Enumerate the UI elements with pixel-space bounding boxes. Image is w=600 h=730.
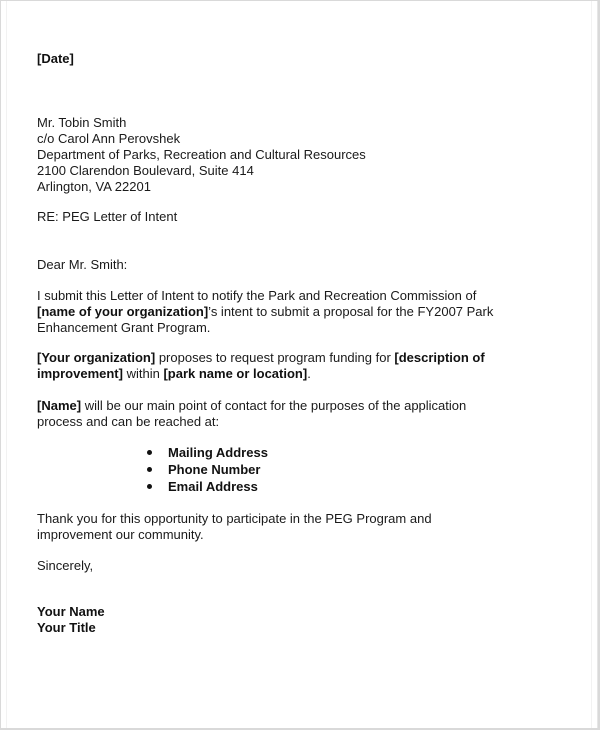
subject-line: RE: PEG Letter of Intent	[37, 209, 178, 224]
paragraph2-text1: proposes to request program funding for	[155, 350, 395, 365]
recipient-street: 2100 Clarendon Boulevard, Suite 414	[37, 163, 254, 178]
letter-page	[1, 1, 598, 728]
paragraph1-line1: I submit this Letter of Intent to notify the Park and Recreation Commission of	[37, 288, 477, 303]
page-margin-rule	[591, 1, 592, 728]
description-placeholder-start: [description of	[394, 350, 485, 365]
list-item-label: Email Address	[168, 479, 258, 494]
contact-items-list	[147, 444, 268, 495]
bullet-icon	[147, 484, 152, 489]
paragraph1-line3: Enhancement Grant Program.	[37, 320, 211, 335]
signature-name: Your Name	[37, 604, 105, 619]
paragraph3-text1: will be our main point of contact for the purposes of the application	[81, 398, 467, 413]
signature-title: Your Title	[37, 620, 96, 635]
list-item-label: Phone Number	[168, 462, 261, 477]
org-name-placeholder: [name of your organization]	[37, 304, 209, 319]
paragraph3-line2: process and can be reached at:	[37, 414, 220, 429]
paragraph3-line1	[37, 398, 466, 414]
list-item-label: Mailing Address	[168, 445, 268, 460]
date-placeholder: [Date]	[37, 51, 74, 66]
paragraph1-line2-text: ’s intent to submit a proposal for the FY2007 Park	[208, 304, 494, 319]
your-organization-placeholder: [Your organization]	[37, 350, 156, 365]
bullet-icon	[147, 450, 152, 455]
paragraph2-line1	[37, 350, 485, 366]
sign-off: Sincerely,	[37, 558, 94, 573]
list-item	[147, 478, 268, 495]
salutation: Dear Mr. Smith:	[37, 257, 128, 272]
recipient-city-state-zip: Arlington, VA 22201	[37, 179, 151, 194]
recipient-name: Mr. Tobin Smith	[37, 115, 127, 130]
paragraph1-line2	[37, 304, 493, 320]
paragraph2-text2: within	[122, 366, 164, 381]
list-item	[147, 461, 268, 478]
contact-name-placeholder: [Name]	[37, 398, 82, 413]
bullet-icon	[147, 467, 152, 472]
park-location-placeholder: [park name or location]	[163, 366, 308, 381]
description-placeholder-end: improvement]	[37, 366, 123, 381]
page-margin-rule	[6, 1, 7, 728]
closing-paragraph-line2: improvement our community.	[37, 527, 204, 542]
recipient-care-of: c/o Carol Ann Perovshek	[37, 131, 181, 146]
recipient-department: Department of Parks, Recreation and Cultural Resources	[37, 147, 366, 162]
paragraph2-text3: .	[307, 366, 311, 381]
closing-paragraph-line1: Thank you for this opportunity to participate in the PEG Program and	[37, 511, 432, 526]
list-item	[147, 444, 268, 461]
paragraph2-line2	[37, 366, 311, 382]
